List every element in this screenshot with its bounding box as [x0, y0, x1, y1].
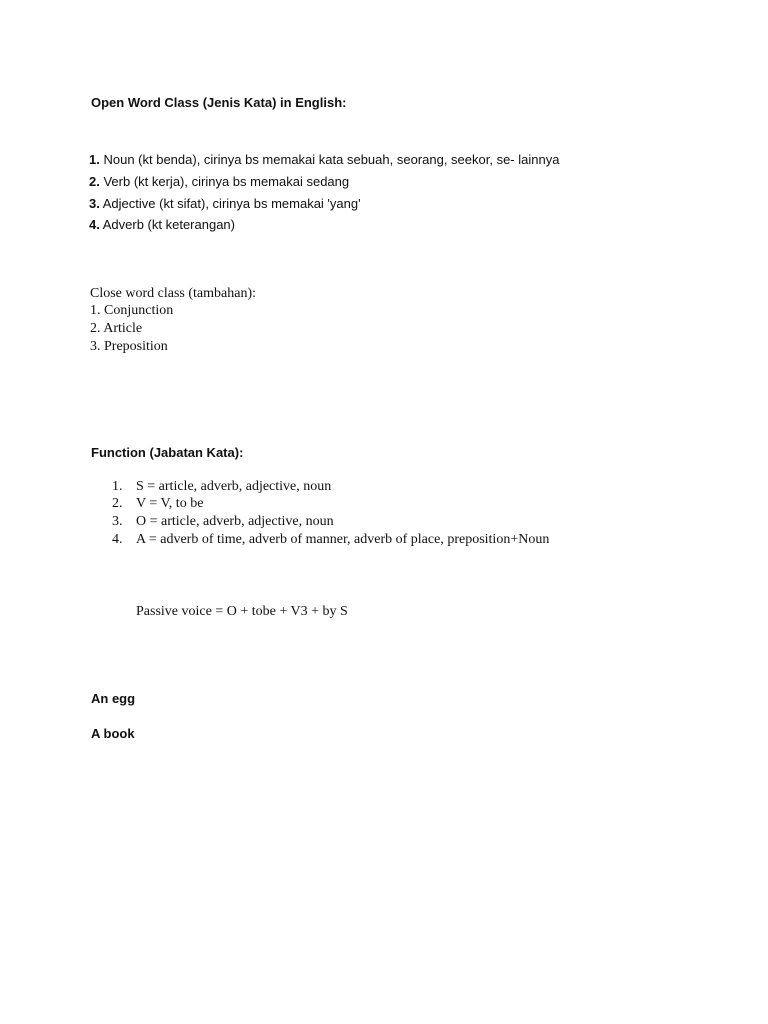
open-word-class-item [89, 151, 559, 169]
item-number: 3. [112, 514, 123, 529]
passive-voice-formula: Passive voice = O + tobe + V3 + by S [136, 604, 348, 619]
item-number: 3. [89, 196, 100, 211]
open-word-class-heading: Open Word Class (Jenis Kata) in English: [91, 95, 347, 110]
close-word-class-heading: Close word class (tambahan): [90, 286, 257, 301]
function-heading: Function (Jabatan Kata): [91, 445, 244, 460]
item-number: 1. [112, 479, 123, 494]
close-word-class-item: 2. Article [90, 321, 143, 336]
item-text: Adjective (kt sifat), cirinya bs memakai 'yang' [102, 196, 361, 211]
function-list-item [0, 478, 768, 496]
item-text: Noun (kt benda), cirinya bs memakai kata sebuah, seorang, seekor, se- lainnya [103, 152, 560, 167]
close-word-class-item: 1. Conjunction [90, 303, 174, 318]
function-list-item [0, 495, 768, 513]
item-text: Verb (kt kerja), cirinya bs memakai sedang [103, 174, 350, 189]
function-list-item [0, 513, 768, 531]
example-text: An egg [91, 691, 136, 706]
example-text: A book [91, 726, 135, 741]
item-text: V = V, to be [136, 496, 204, 511]
open-word-class-item [89, 195, 361, 213]
item-number: 4. [89, 217, 100, 232]
item-text: A = adverb of time, adverb of manner, adverb of place, preposition+Noun [136, 532, 550, 547]
function-list-item [0, 531, 768, 549]
item-text: S = article, adverb, adjective, noun [136, 479, 332, 494]
item-text: Adverb (kt keterangan) [102, 217, 235, 232]
item-number: 2. [112, 496, 123, 511]
item-number: 2. [89, 174, 100, 189]
item-number: 1. [89, 152, 100, 167]
item-text: O = article, adverb, adjective, noun [136, 514, 334, 529]
close-word-class-item: 3. Preposition [90, 339, 168, 354]
open-word-class-item [89, 173, 349, 191]
open-word-class-item [89, 216, 235, 234]
item-number: 4. [112, 532, 123, 547]
